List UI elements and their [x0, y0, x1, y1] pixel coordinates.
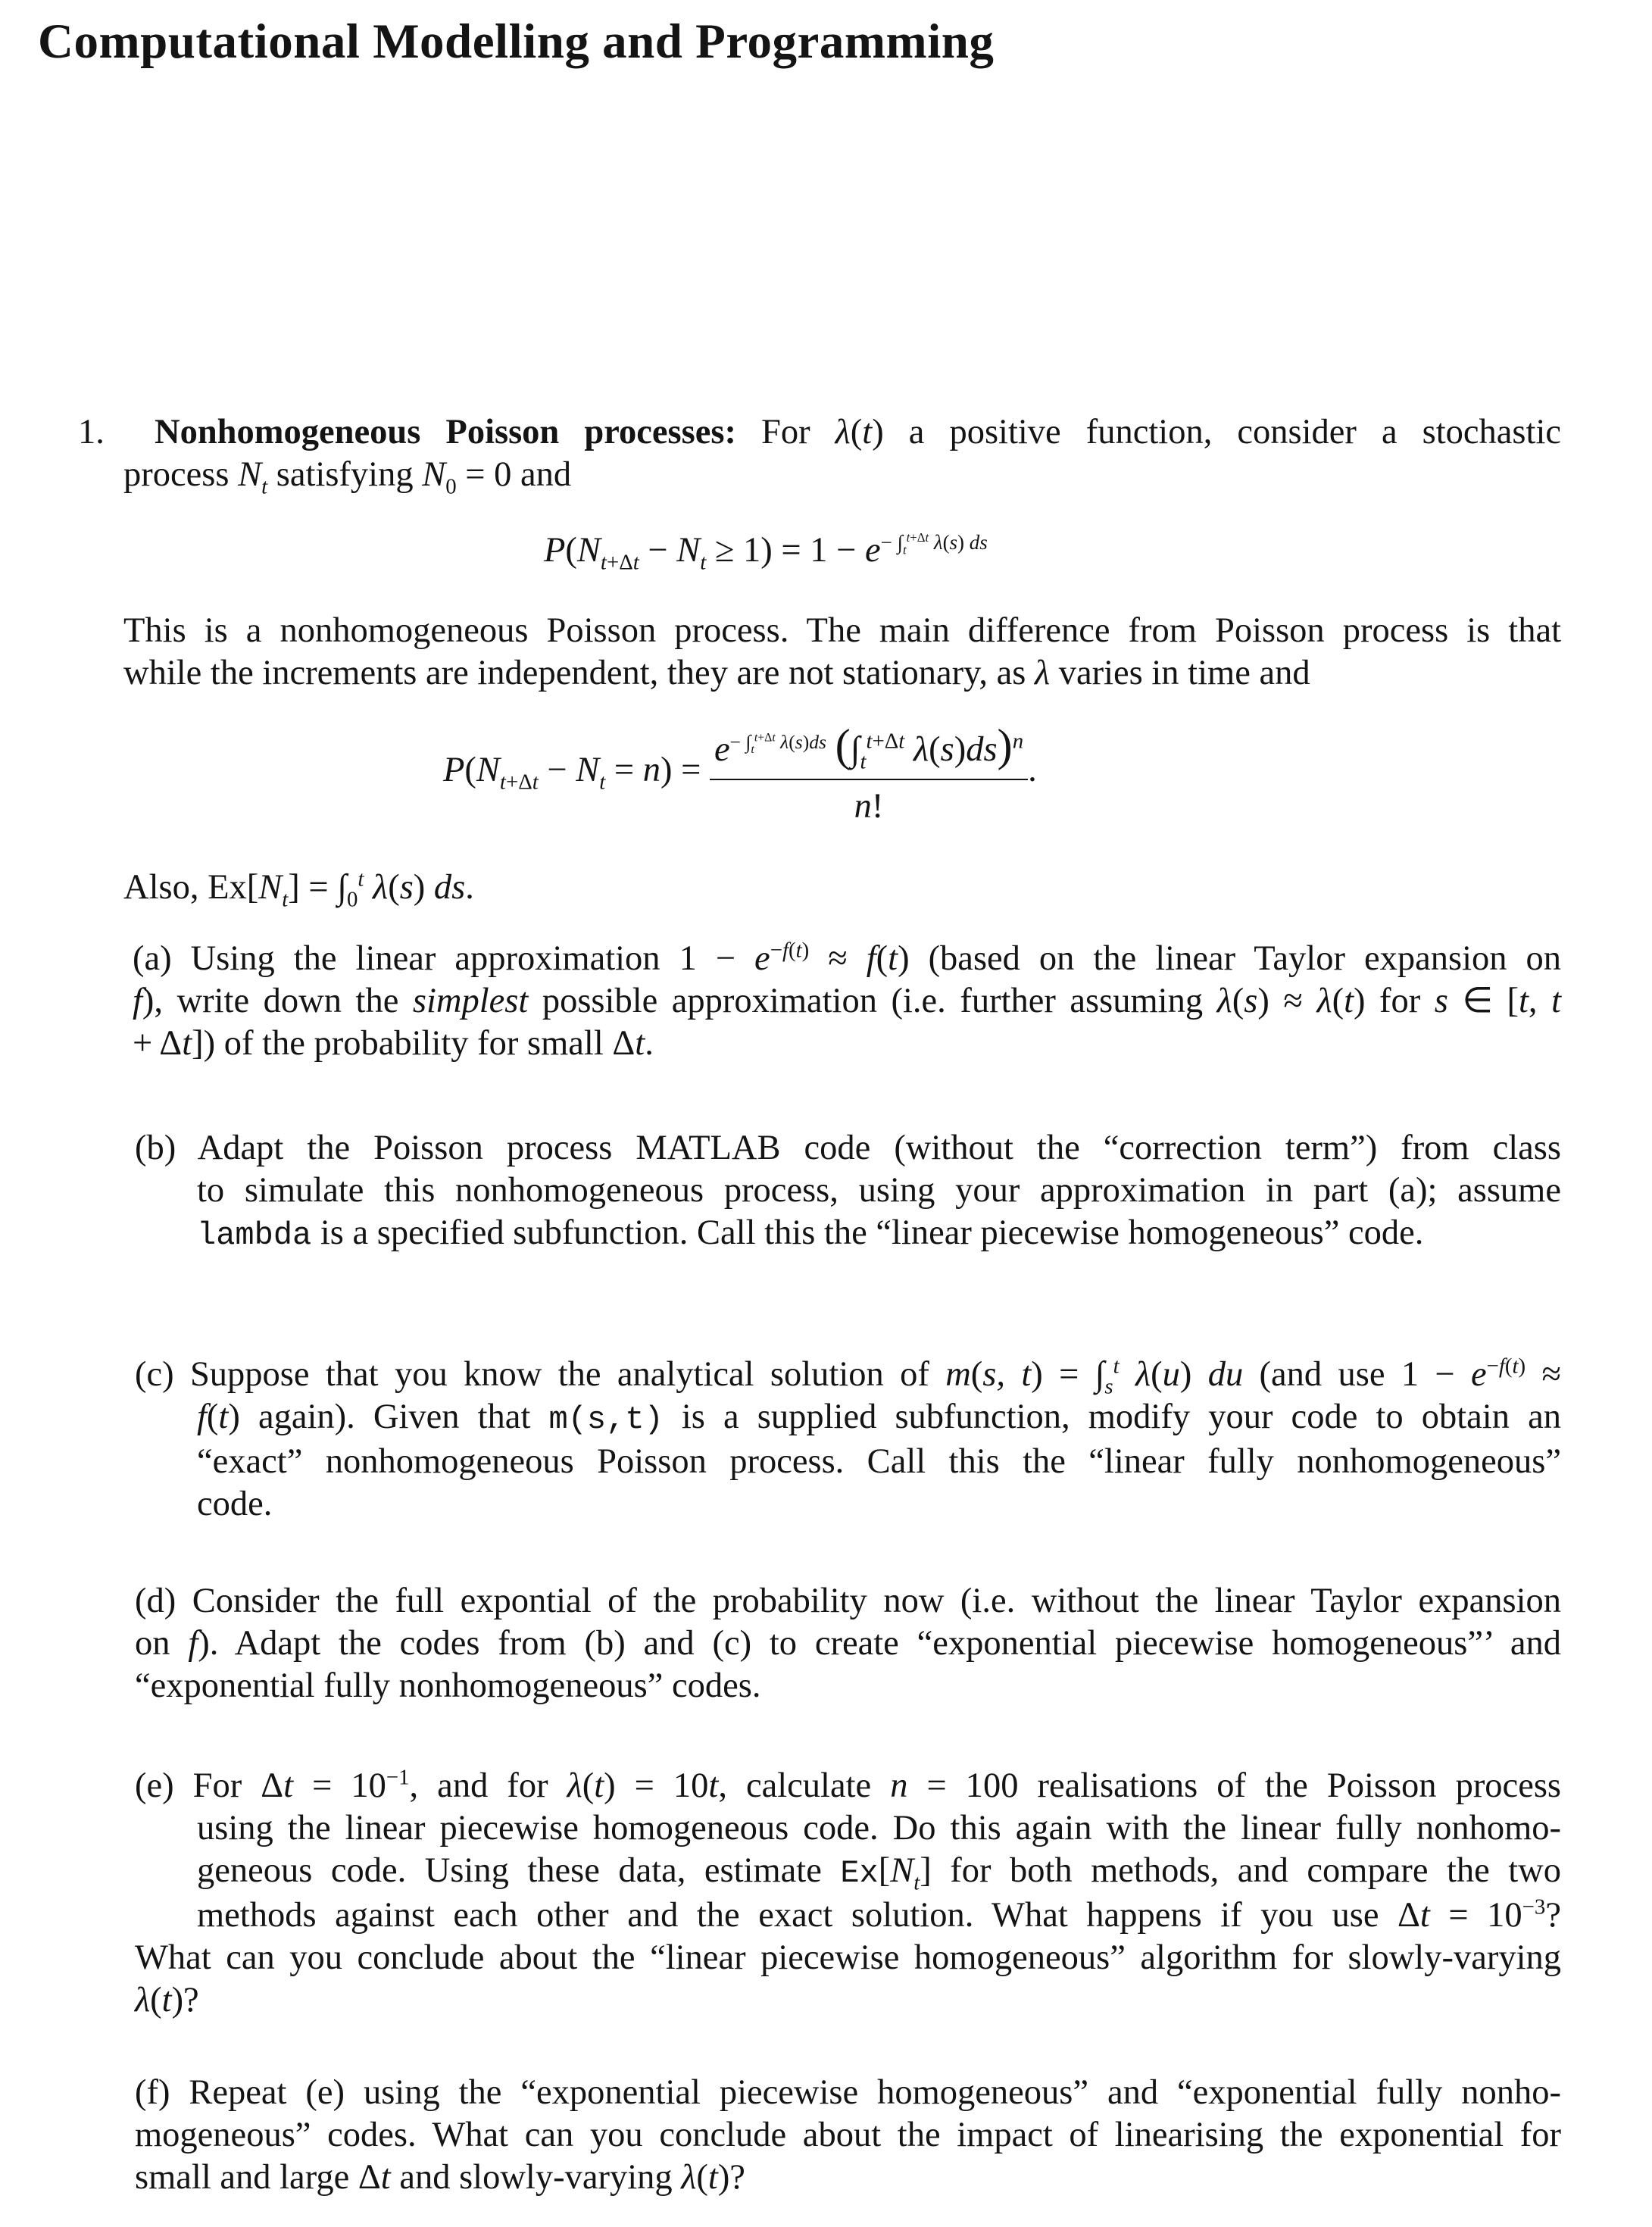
- part-f-line-2: mogeneous” codes. What can you conclude about the impact of linearising the exponential for: [135, 2116, 1561, 2154]
- description-line-2: while the increments are independent, they are not stationary, as λ varies in time and: [123, 654, 1310, 692]
- part-d-line-1: (d) Consider the full expontial of the probability now (i.e. without the linear Taylor expansion: [135, 1582, 1561, 1620]
- part-c: [135, 1354, 1561, 1526]
- part-c-line-3: “exact” nonhomogeneous Poisson process. Call this the “linear fully nonhomogeneous”: [197, 1442, 1561, 1481]
- part-e-line-3: geneous code. Using these data, estimate $Ex[N_t]$ for both methods, and compare the two: [197, 1851, 1561, 1895]
- part-a-line-1: (a) Using the linear approximation $1 - e^{-f(t)} \approx f(t)$ (based on the linear Taylor expansion on: [133, 938, 1561, 978]
- part-e-line-2: using the linear piecewise homogeneous code. Do this again with the linear fully nonhomo-: [197, 1809, 1561, 1848]
- part-b: [135, 1127, 1561, 1257]
- intro-line-1: 1. Nonhomogeneous Poisson processes: For λ(t) a positive function, consider a stochastic: [78, 413, 1562, 451]
- part-e-line-4: methods against each other and the exact solution. What happens if you use $\Delta t = 10^{-3}$?: [197, 1894, 1561, 1935]
- page-title: Computational Modelling and Programming: [38, 14, 995, 69]
- equation-1: $P(N_{t+\Delta t} - N_t \ge 1) = 1 - e^{- \int_t^{t+\Delta t} \lambda(s) ds}$: [544, 529, 988, 575]
- part-d-line-2: on f). Adapt the codes from (b) and (c) to create “exponential piecewise homogeneous”’ and: [135, 1624, 1562, 1663]
- part-e-line-5: What can you conclude about the “linear piecewise homogeneous” algorithm for slowly-varying: [135, 1938, 1561, 1977]
- part-f: [135, 2072, 1561, 2199]
- intro-line-2: process $N_t$ satisfying $N_0 = 0$ and: [123, 455, 572, 499]
- problem-intro: [78, 411, 1562, 499]
- part-e-line-1: (e) For $\Delta t = 10^{-1}$, and for λ(t) = 10t, calculate n = 100 realisations of the Poisson process: [135, 1765, 1562, 1805]
- part-e-line-6: λ(t)?: [135, 1981, 199, 2019]
- part-a-line-2: f), write down the simplest possible approximation (i.e. further assuming λ(s) ≈ λ(t) for s ∈ [t, t: [133, 982, 1561, 1020]
- part-e: [135, 1765, 1561, 2022]
- part-d: [135, 1580, 1561, 1707]
- part-c-line-1: (c) Suppose that you know the analytical solution of m(s, $t) = \int_s^t$ λ(u) du (and use $1 - e^{-f(t)}$ ≈: [135, 1354, 1561, 1399]
- part-a-line-3: + Δt]) of the probability for small Δt.: [133, 1024, 654, 1063]
- probability-fraction: $\frac{e^{- \int_t^{t+\Delta t} \lambda(s)ds} (\int_t^{t+\Delta t} \lambda(s)ds)^n}{n!}$: [710, 720, 1028, 826]
- part-b-line-3: lambda is a specified subfunction. Call this the “linear piecewise homogeneous” code.: [197, 1213, 1424, 1254]
- expectation-text: Also, $Ex[N_t] = \int_0^t$ λ(s) ds.: [123, 867, 474, 912]
- description-text: [123, 610, 1561, 695]
- part-d-line-3: “exponential fully nonhomogeneous” codes.: [135, 1666, 761, 1705]
- description-line-1: This is a nonhomogeneous Poisson process. The main difference from Poisson process is that: [123, 611, 1561, 650]
- part-f-line-1: (f) Repeat (e) using the “exponential piecewise homogeneous” and “exponential fully nonho-: [135, 2073, 1561, 2112]
- part-b-line-2: to simulate this nonhomogeneous process, using your approximation in part (a); assume: [197, 1171, 1561, 1210]
- equation-2: $P(N_{t+\Delta t} - N_t = n)$ = $\frac{e^{- \int_t^{t+\Delta t} \lambda(s)ds} (\int_t^{t+\Delta t} \lambda(s)ds)^n}{n!}$ .: [443, 720, 1037, 826]
- part-f-line-3: small and large Δt and slowly-varying λ(t)?: [135, 2158, 745, 2197]
- part-a: [133, 938, 1561, 1065]
- part-b-line-1: (b) Adapt the Poisson process MATLAB code (without the “correction term”) from class: [135, 1129, 1561, 1167]
- part-c-line-2: f(t) again). Given that m(s,t) is a supplied subfunction, modify your code to obtain an: [197, 1398, 1561, 1438]
- part-c-line-4: code.: [197, 1485, 273, 1523]
